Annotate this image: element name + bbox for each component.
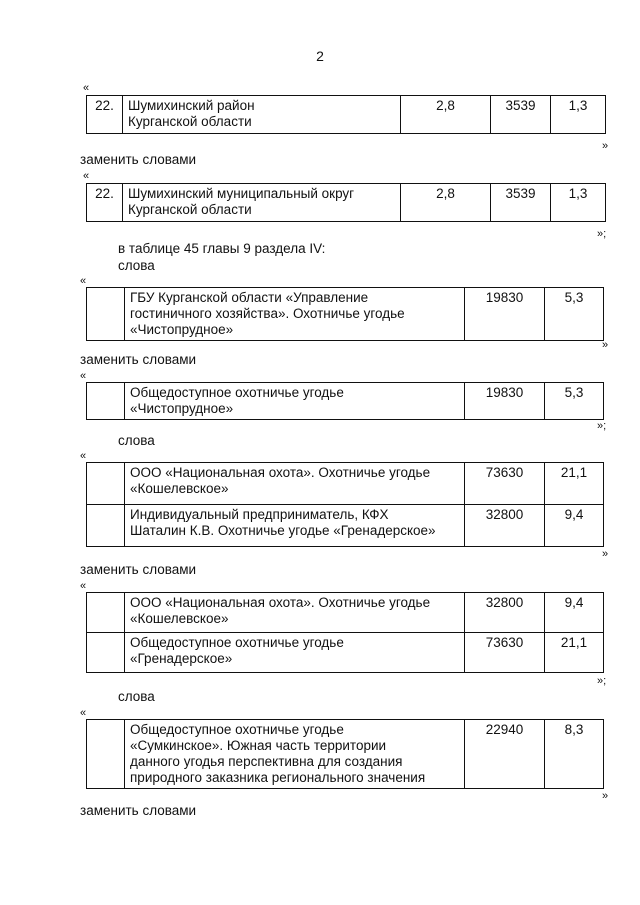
name-line: ГБУ Курганской области «Управление [130,290,369,305]
replace-phrase: заменить словами [80,562,197,577]
name-line: гостиничного хозяйства». Охотничье угодье [130,306,405,321]
name-line: природного заказника регионального значения [130,770,426,785]
replace-phrase: заменить словами [80,152,197,167]
close-quote: » [602,339,609,351]
close-quote: » [602,140,609,152]
table-row [87,288,604,341]
name-line: «Кошелевское» [130,611,229,626]
name-line: Курганской области [128,114,252,129]
page-number: 2 [316,48,324,64]
name-line: данного угодья перспективна для создания [130,754,403,769]
cell-number: 22. [87,184,123,222]
cell-value: 32800 [465,593,545,633]
section-intro-line: в таблице 45 главы 9 раздела IV: [118,241,326,256]
cell-value: 5,3 [545,288,604,341]
cell-value: 22940 [465,720,545,789]
open-quote: « [83,82,90,94]
cell-value: 5,3 [545,383,604,420]
close-quote-semicolon: »; [597,675,607,687]
cell-empty [87,505,125,547]
name-line: «Чистопрудное» [130,322,234,337]
cell-value: 21,1 [545,633,604,673]
name-line: Общедоступное охотничье угодье [130,635,344,650]
name-line: Общедоступное охотничье угодье [130,385,344,400]
table-hunting-new-2 [86,592,604,673]
name-line: ООО «Национальная охота». Охотничье угодье [130,595,431,610]
open-quote: « [80,580,87,592]
table-row [87,96,606,134]
cell-empty [87,593,125,633]
table-hunting-new-1 [86,382,604,420]
cell-value: 32800 [465,505,545,547]
close-quote: » [602,548,609,560]
cell-value: 8,3 [545,720,604,789]
cell-name [125,593,465,633]
name-line: Курганской области [128,202,252,217]
cell-name [125,720,465,789]
cell-name [123,184,401,222]
name-line: «Гренадерское» [130,651,233,666]
replace-phrase: заменить словами [80,803,197,818]
table-row [87,720,604,789]
open-quote: « [80,370,87,382]
table-row [87,593,604,633]
table-hunting-old-2 [86,462,604,547]
words-phrase: слова [118,689,155,704]
cell-empty [87,463,125,505]
cell-name [125,633,465,673]
name-line: Индивидуальный предприниматель, КФХ [130,507,389,522]
section-intro-words: слова [118,258,155,273]
table-district-new [86,183,606,222]
table-row [87,463,604,505]
cell-name [125,288,465,341]
table-row [87,505,604,547]
table-district-old [86,95,606,134]
replace-phrase: заменить словами [80,352,197,367]
cell-value: 2,8 [401,96,491,134]
close-quote-semicolon: »; [597,420,607,432]
cell-name [123,96,401,134]
table-hunting-old-3 [86,719,604,789]
open-quote: « [80,707,87,719]
cell-empty [87,633,125,673]
close-quote-semicolon: »; [597,228,607,240]
table-hunting-old-1 [86,287,604,341]
cell-empty [87,383,125,420]
cell-name [125,505,465,547]
name-line: Общедоступное охотничье угодье [130,722,344,737]
cell-value: 73630 [465,633,545,673]
name-line: Шаталин К.В. Охотничье угодье «Гренадерское» [130,523,436,538]
cell-empty [87,720,125,789]
cell-value: 3539 [491,184,551,222]
cell-value: 1,3 [551,96,606,134]
table-row [87,383,604,420]
cell-empty [87,288,125,341]
cell-value: 2,8 [401,184,491,222]
cell-name [125,383,465,420]
cell-number: 22. [87,96,123,134]
cell-value: 19830 [465,383,545,420]
name-line: «Кошелевское» [130,481,229,496]
words-phrase: слова [118,433,155,448]
close-quote: » [602,790,609,802]
name-line: ООО «Национальная охота». Охотничье угодье [130,465,431,480]
cell-value: 19830 [465,288,545,341]
table-row [87,184,606,222]
open-quote: « [83,170,90,182]
open-quote: « [80,450,87,462]
cell-value: 9,4 [545,593,604,633]
name-line: «Чистопрудное» [130,401,234,416]
cell-name [125,463,465,505]
name-line: «Сумкинское». Южная часть территории [130,738,387,753]
cell-value: 21,1 [545,463,604,505]
name-line: Шумихинский муниципальный округ [128,186,355,201]
cell-value: 73630 [465,463,545,505]
table-row [87,633,604,673]
cell-value: 9,4 [545,505,604,547]
cell-value: 1,3 [551,184,606,222]
cell-value: 3539 [491,96,551,134]
name-line: Шумихинский район [128,98,255,113]
open-quote: « [80,275,87,287]
